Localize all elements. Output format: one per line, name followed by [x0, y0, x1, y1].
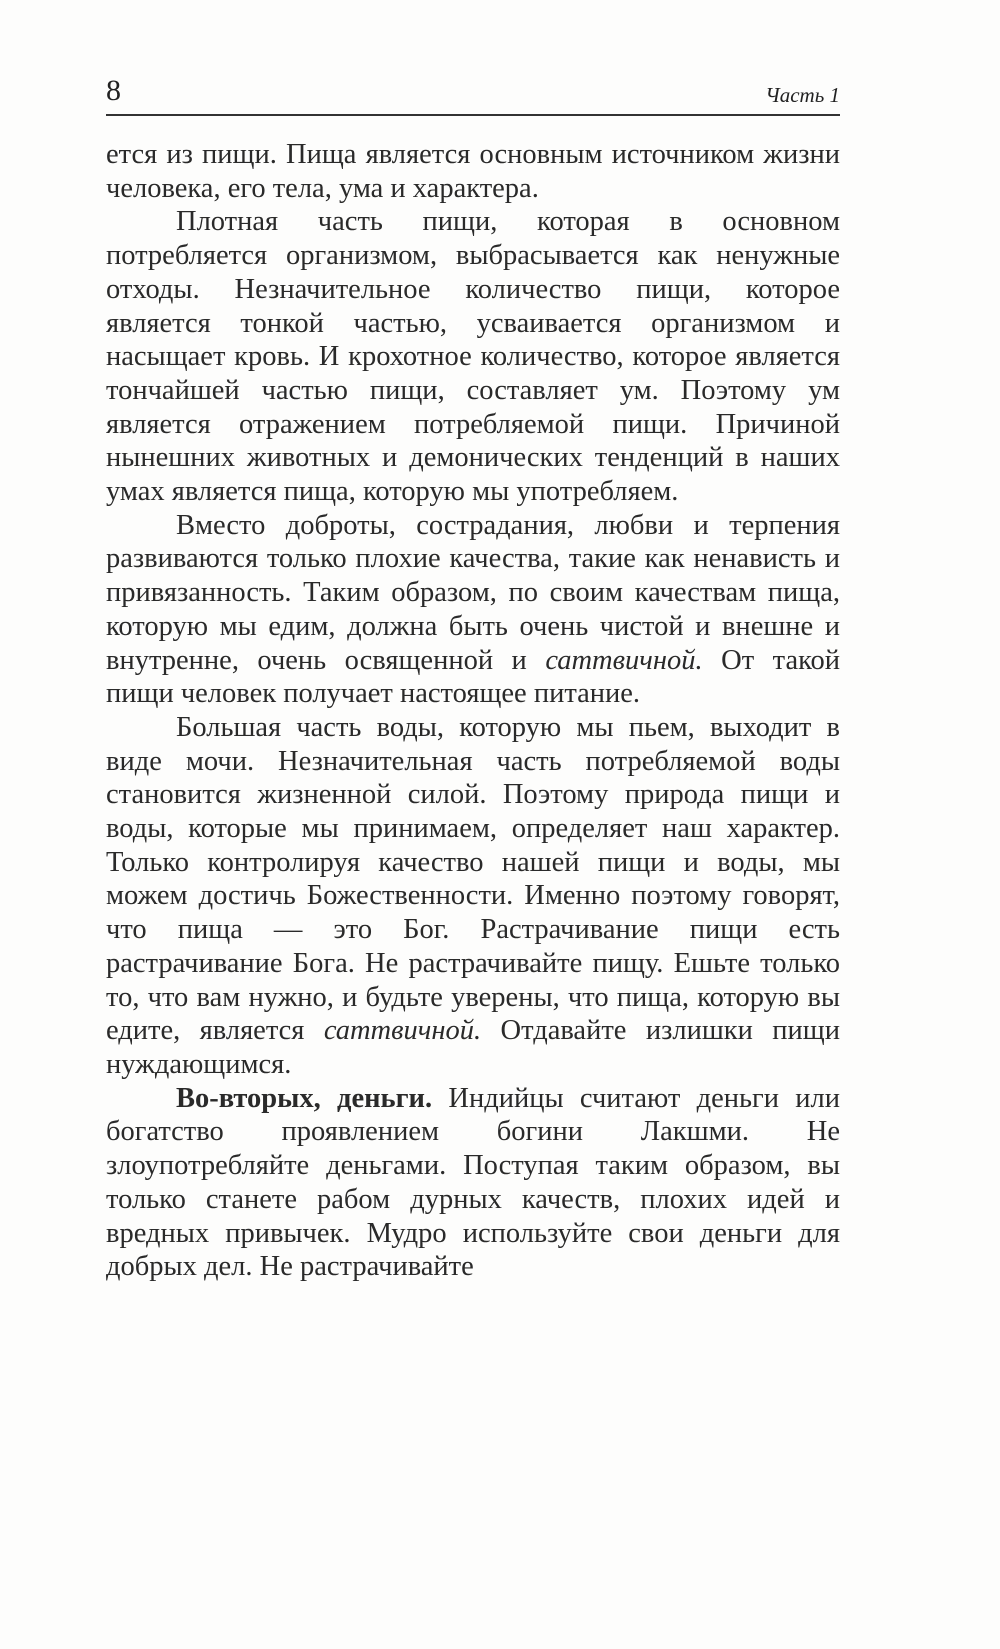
paragraph-1 — [106, 138, 840, 205]
paragraph-5-lead: Во-вторых, деньги. — [176, 1082, 433, 1114]
paragraph-1-text: ется из пищи. Пища является основным источником жизни человека, его тела, ума и характера. — [106, 139, 840, 204]
paragraph-4-text-end: Отдавайте излишки пищи нуждающимся. — [106, 1015, 840, 1080]
paragraph-2 — [106, 205, 840, 508]
paragraph-5-text: Индийцы считают деньги или богатство проявлением богини Лакшми. Не злоупотребляйте деньгами. Поступая таким образом, вы только станете рабом дурных качеств, плохих идей и вредных привычек. Мудро используйте свои деньги для добрых дел. Не растрачивайте — [106, 1082, 840, 1283]
paragraph-3 — [106, 509, 840, 711]
body-text — [106, 138, 840, 1284]
paragraph-4 — [106, 711, 840, 1082]
paragraph-3-text-end: От такой пищи человек получает настоящее питание. — [106, 644, 840, 710]
paragraph-2-text: Плотная часть пищи, которая в основном потребляется организмом, выбрасывается как ненужные отходы. Незначительное количество пищи, которое является тонкой частью, усваивается организмом и насыщает кровь. И крохотное количество, которое является тончайшей частью пищи, составляет ум. Поэтому ум является отражением потребляемой пищи. Причиной нынешних животных и демонических тенденций в наших умах является пища, которую мы употребляем. — [106, 206, 840, 508]
paragraph-4-text-start: Большая часть воды, которую мы пьем, выходит в виде мочи. Незначительная часть потребляемой воды становится жизненной силой. Поэтому природа пищи и воды, которые мы принимаем, определяет наш характер. Только контролируя качество нашей пищи и воды, мы можем достичь Божественности. Именно поэтому говорят, что пища — это Бог. Растрачивание пищи есть растрачивание Бога. Не растрачивайте пищу. Ешьте только то, что вам нужно, и будьте уверены, что пища, которую вы едите, является — [106, 711, 840, 1047]
paragraph-5 — [106, 1082, 840, 1284]
paragraph-4-emphasis: саттвичной. — [323, 1015, 482, 1047]
paragraph-3-text-start: Вместо доброты, сострадания, любви и терпения развиваются только плохие качества, такие как ненависть и привязанность. Таким образом, по своим качествам пища, которую мы едим, должна быть очень чистой и внешне и внутренне, очень освященной и — [106, 509, 840, 676]
part-label: Часть 1 — [765, 83, 840, 107]
page-number: 8 — [106, 74, 121, 107]
paragraph-3-emphasis: саттвичной. — [545, 644, 703, 676]
running-header — [106, 74, 840, 116]
